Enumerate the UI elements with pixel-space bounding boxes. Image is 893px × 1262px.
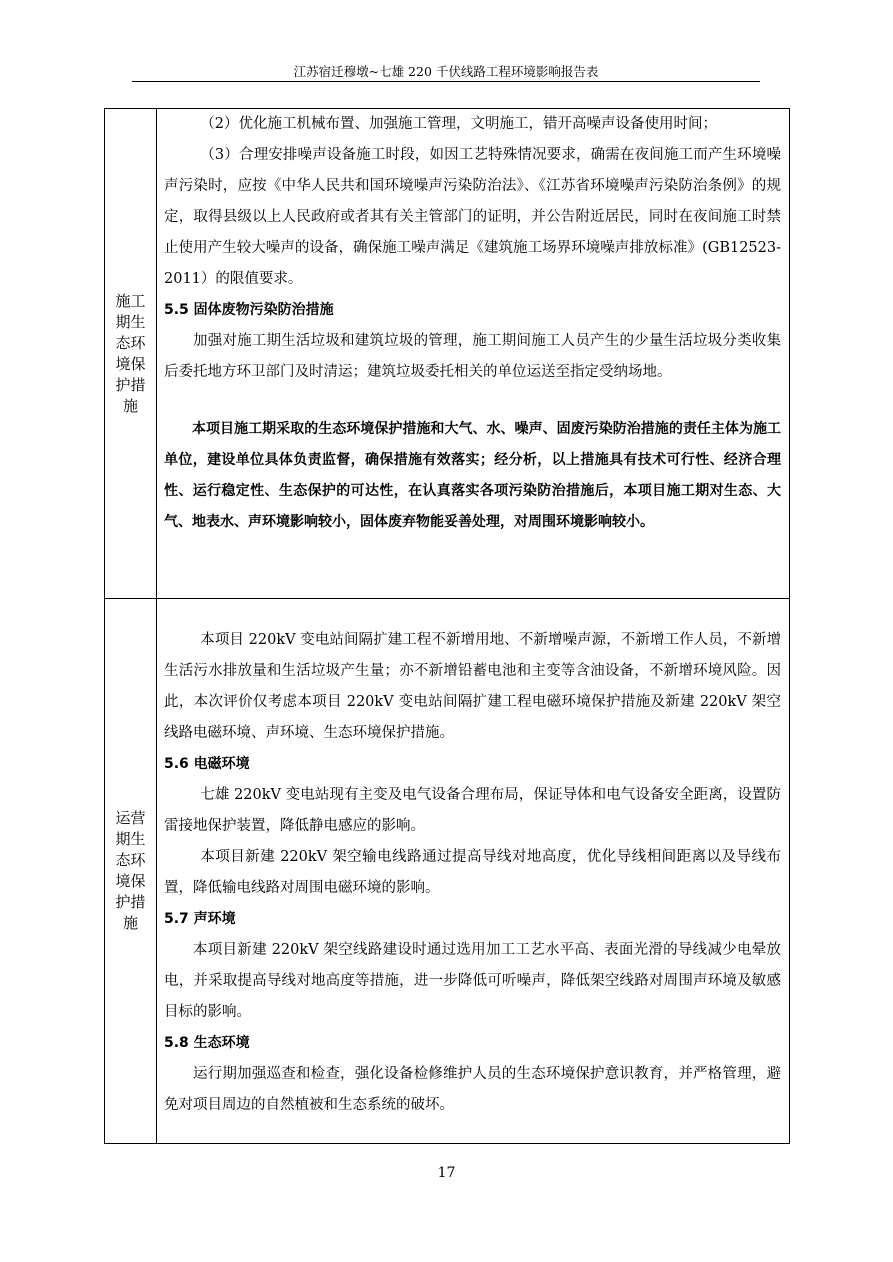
paragraph: （3）合理安排噪声设备施工时段，如因工艺特殊情况要求，确需在夜间施工而产生环境噪声污染时，应按《中华人民共和国环境噪声污染防治法》、《江苏省环境噪声污染防治条例》的规定，取得县级以上人民政府或者其有关主管部门的证明，并公告附近居民，同时在夜间施工时禁止使用产生较大噪声的设备，确保施工噪声满足《建筑施工场界环境噪声排放标准》(GB12523-2011）的限值要求。 <box>164 147 781 287</box>
paragraph: 七雄 220kV 变电站现有主变及电气设备合理布局，保证导体和电气设备安全距离，设置防雷接地保护装置，降低静电感应的影响。 <box>164 787 781 834</box>
row-label-operation: 运营期生态环境保护措施 <box>115 809 146 932</box>
table-row-operation <box>105 599 789 1143</box>
row-label-construction: 施工期生态环境保护措施 <box>115 291 146 415</box>
section-heading: 5.6 电磁环境 <box>164 756 250 772</box>
paragraph: 本项目 220kV 变电站间隔扩建工程不新增用地、不新增噪声源，不新增工作人员，不新增生活污水排放量和生活垃圾产生量；亦不新增铅蓄电池和主变等含油设备，不新增环境风险。因此，本次评价仅考虑本项目 220kV 变电站间隔扩建工程电磁环境保护措施及新建 220kV 架空线路电磁环境、声环境、生态环境保护措施。 <box>164 632 781 741</box>
paragraph: 加强对施工期生活垃圾和建筑垃圾的管理，施工期间施工人员产生的少量生活垃圾分类收集后委托地方环卫部门及时清运；建筑垃圾委托相关的单位运送至指定受纳场地。 <box>164 333 781 380</box>
row-label-cell <box>105 599 157 1143</box>
row-content-cell <box>157 599 789 1143</box>
paragraph: 本项目新建 220kV 架空输电线路通过提高导线对地高度，优化导线相间距离以及导线布置，降低输电线路对周围电磁环境的影响。 <box>164 849 781 896</box>
page-header: 江苏宿迁穆墩~七雄 220 千伏线路工程环境影响报告表 <box>293 64 599 79</box>
paragraph: （2）优化施工机械布置、加强施工管理，文明施工，错开高噪声设备使用时间； <box>200 116 717 132</box>
section-heading: 5.8 生态环境 <box>164 1035 250 1051</box>
header-divider <box>132 81 760 82</box>
paragraph: 本项目新建 220kV 架空线路建设时通过选用加工工艺水平高、表面光滑的导线减少电晕放电，并采取提高导线对地高度等措施，进一步降低可听噪声，降低架空线路对周围声环境及敏感目标的影响。 <box>164 942 781 1020</box>
row-content-cell <box>157 109 789 598</box>
section-heading: 5.7 声环境 <box>164 911 236 927</box>
paragraph: 运行期加强巡查和检查，强化设备检修维护人员的生态环境保护意识教育，并严格管理，避免对项目周边的自然植被和生态系统的破坏。 <box>164 1066 781 1113</box>
table-row-construction <box>105 109 789 599</box>
page-number: 17 <box>437 1165 456 1181</box>
summary-paragraph: 本项目施工期采取的生态环境保护措施和大气、水、噪声、固废污染防治措施的责任主体为施工单位，建设单位具体负责监督，确保措施有效落实；经分析，以上措施具有技术可行性、经济合理性、运行稳定性、生态保护的可达性，在认真落实各项污染防治措施后，本项目施工期对生态、大气、地表水、声环境影响较小，固体废弃物能妥善处理，对周围环境影响较小。 <box>164 421 781 530</box>
row-label-cell <box>105 109 157 598</box>
measures-table <box>104 108 790 1144</box>
section-heading: 5.5 固体废物污染防治措施 <box>164 302 334 318</box>
